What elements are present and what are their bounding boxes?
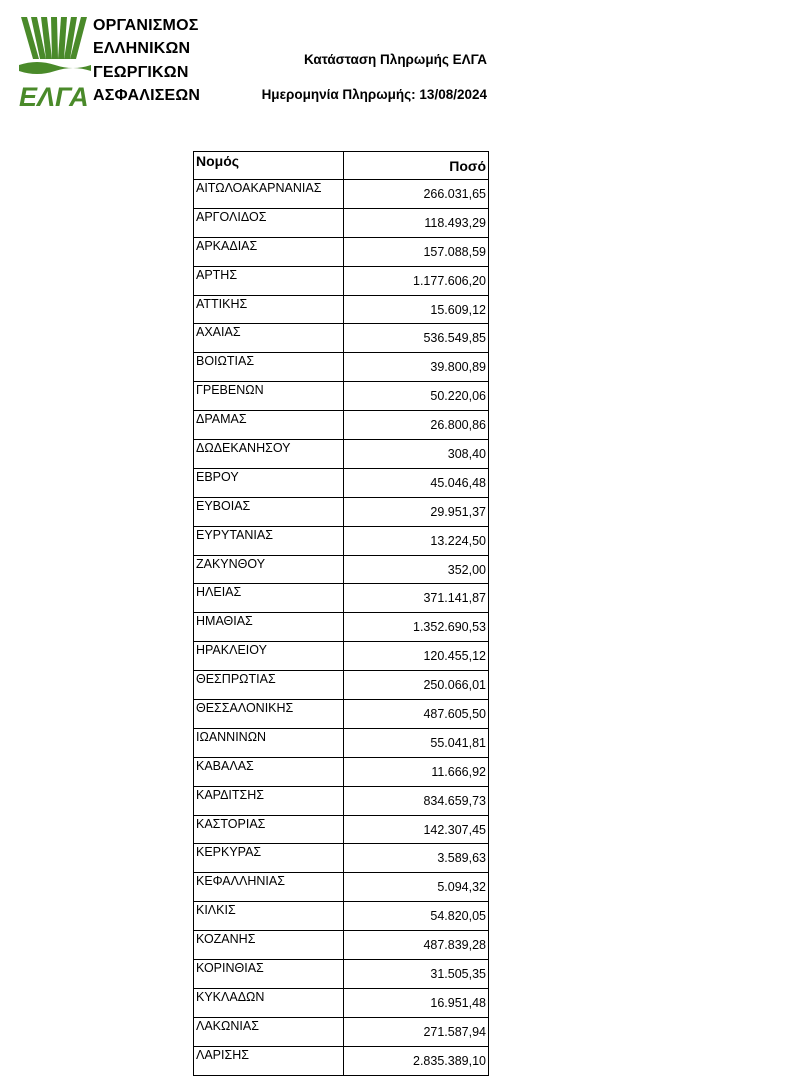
poso-cell: 266.031,65 (344, 180, 489, 209)
table-row (194, 497, 489, 526)
poso-cell: 29.951,37 (344, 497, 489, 526)
nomos-cell: ΕΥΡΥΤΑΝΙΑΣ (194, 526, 344, 555)
poso-cell: 1.352.690,53 (344, 613, 489, 642)
elga-wordmark: ΕΛΓΑ (19, 82, 89, 112)
poso-cell: 39.800,89 (344, 353, 489, 382)
nomos-cell: ΑΙΤΩΛΟΑΚΑΡΝΑΝΙΑΣ (194, 180, 344, 209)
table-row (194, 237, 489, 266)
nomos-cell: ΕΥΒΟΙΑΣ (194, 497, 344, 526)
poso-cell: 118.493,29 (344, 208, 489, 237)
table-row (194, 1017, 489, 1046)
poso-cell: 54.820,05 (344, 902, 489, 931)
nomos-cell: ΚΑΣΤΟΡΙΑΣ (194, 815, 344, 844)
nomos-cell: ΛΑΡΙΣΗΣ (194, 1046, 344, 1075)
nomos-cell: ΚΕΡΚΥΡΑΣ (194, 844, 344, 873)
poso-cell: 26.800,86 (344, 411, 489, 440)
nomos-cell: ΚΟΡΙΝΘΙΑΣ (194, 960, 344, 989)
table-row (194, 324, 489, 353)
table-row (194, 208, 489, 237)
nomos-cell: ΓΡΕΒΕΝΩΝ (194, 382, 344, 411)
poso-cell: 487.839,28 (344, 931, 489, 960)
table-row (194, 786, 489, 815)
nomos-cell: ΚΟΖΑΝΗΣ (194, 931, 344, 960)
nomos-cell: ΑΡΤΗΣ (194, 266, 344, 295)
poso-cell: 3.589,63 (344, 844, 489, 873)
table-row (194, 642, 489, 671)
table-row (194, 613, 489, 642)
table-row (194, 873, 489, 902)
poso-cell: 487.605,50 (344, 700, 489, 729)
table-row (194, 931, 489, 960)
column-header-poso: Ποσό (344, 152, 489, 180)
table-header-row (194, 152, 489, 180)
nomos-cell: ΖΑΚΥΝΘΟΥ (194, 555, 344, 584)
table-row (194, 526, 489, 555)
nomos-cell: ΘΕΣΠΡΩΤΙΑΣ (194, 671, 344, 700)
table-row (194, 555, 489, 584)
table-row (194, 180, 489, 209)
logo-line-2: ΕΛΛΗΝΙΚΩΝ (93, 40, 191, 57)
table-row (194, 295, 489, 324)
nomos-cell: ΗΜΑΘΙΑΣ (194, 613, 344, 642)
nomos-cell: ΛΑΚΩΝΙΑΣ (194, 1017, 344, 1046)
poso-cell: 5.094,32 (344, 873, 489, 902)
table-row (194, 815, 489, 844)
poso-cell: 371.141,87 (344, 584, 489, 613)
table-row (194, 960, 489, 989)
table-row (194, 757, 489, 786)
table-row (194, 700, 489, 729)
payment-date: Ημερομηνία Πληρωμής: 13/08/2024 (261, 87, 487, 102)
nomos-cell: ΑΡΚΑΔΙΑΣ (194, 237, 344, 266)
poso-cell: 1.177.606,20 (344, 266, 489, 295)
poso-cell: 11.666,92 (344, 757, 489, 786)
poso-cell: 45.046,48 (344, 468, 489, 497)
poso-cell: 50.220,06 (344, 382, 489, 411)
table-row (194, 382, 489, 411)
table-row (194, 728, 489, 757)
poso-cell: 308,40 (344, 440, 489, 469)
poso-cell: 120.455,12 (344, 642, 489, 671)
poso-cell: 31.505,35 (344, 960, 489, 989)
nomos-cell: ΔΩΔΕΚΑΝΗΣΟΥ (194, 440, 344, 469)
nomos-cell: ΑΧΑΙΑΣ (194, 324, 344, 353)
nomos-cell: ΗΛΕΙΑΣ (194, 584, 344, 613)
table-row (194, 411, 489, 440)
table-row (194, 584, 489, 613)
table-row (194, 671, 489, 700)
nomos-cell: ΔΡΑΜΑΣ (194, 411, 344, 440)
nomos-cell: ΘΕΣΣΑΛΟΝΙΚΗΣ (194, 700, 344, 729)
logo-line-3: ΓΕΩΡΓΙΚΩΝ (93, 64, 189, 81)
poso-cell: 271.587,94 (344, 1017, 489, 1046)
poso-cell: 13.224,50 (344, 526, 489, 555)
poso-cell: 2.835.389,10 (344, 1046, 489, 1075)
poso-cell: 352,00 (344, 555, 489, 584)
nomos-cell: ΗΡΑΚΛΕΙΟΥ (194, 642, 344, 671)
table-row (194, 988, 489, 1017)
elga-logo (19, 15, 204, 110)
nomos-cell: ΑΤΤΙΚΗΣ (194, 295, 344, 324)
nomos-cell: ΒΟΙΩΤΙΑΣ (194, 353, 344, 382)
elga-wheat-icon (19, 15, 91, 81)
nomos-cell: ΚΑΒΑΛΑΣ (194, 757, 344, 786)
poso-cell: 536.549,85 (344, 324, 489, 353)
table-row (194, 1046, 489, 1075)
nomos-cell: ΕΒΡΟΥ (194, 468, 344, 497)
logo-line-1: ΟΡΓΑΝΙΣΜΟΣ (93, 17, 199, 34)
poso-cell: 250.066,01 (344, 671, 489, 700)
poso-cell: 15.609,12 (344, 295, 489, 324)
poso-cell: 157.088,59 (344, 237, 489, 266)
nomos-cell: ΚΕΦΑΛΛΗΝΙΑΣ (194, 873, 344, 902)
poso-cell: 16.951,48 (344, 988, 489, 1017)
table-row (194, 902, 489, 931)
nomos-cell: ΚΙΛΚΙΣ (194, 902, 344, 931)
nomos-cell: ΚΑΡΔΙΤΣΗΣ (194, 786, 344, 815)
table-row (194, 468, 489, 497)
table-row (194, 440, 489, 469)
nomos-cell: ΙΩΑΝΝΙΝΩΝ (194, 728, 344, 757)
table-row (194, 844, 489, 873)
nomos-cell: ΑΡΓΟΛΙΔΟΣ (194, 208, 344, 237)
logo-line-4: ΑΣΦΑΛΙΣΕΩΝ (93, 87, 201, 104)
table-row (194, 353, 489, 382)
column-header-nomos: Νομός (194, 152, 344, 180)
poso-cell: 55.041,81 (344, 728, 489, 757)
payment-table (193, 151, 489, 1076)
table-row (194, 266, 489, 295)
poso-cell: 142.307,45 (344, 815, 489, 844)
document-title: Κατάσταση Πληρωμής ΕΛΓΑ (303, 52, 487, 67)
poso-cell: 834.659,73 (344, 786, 489, 815)
nomos-cell: ΚΥΚΛΑΔΩΝ (194, 988, 344, 1017)
